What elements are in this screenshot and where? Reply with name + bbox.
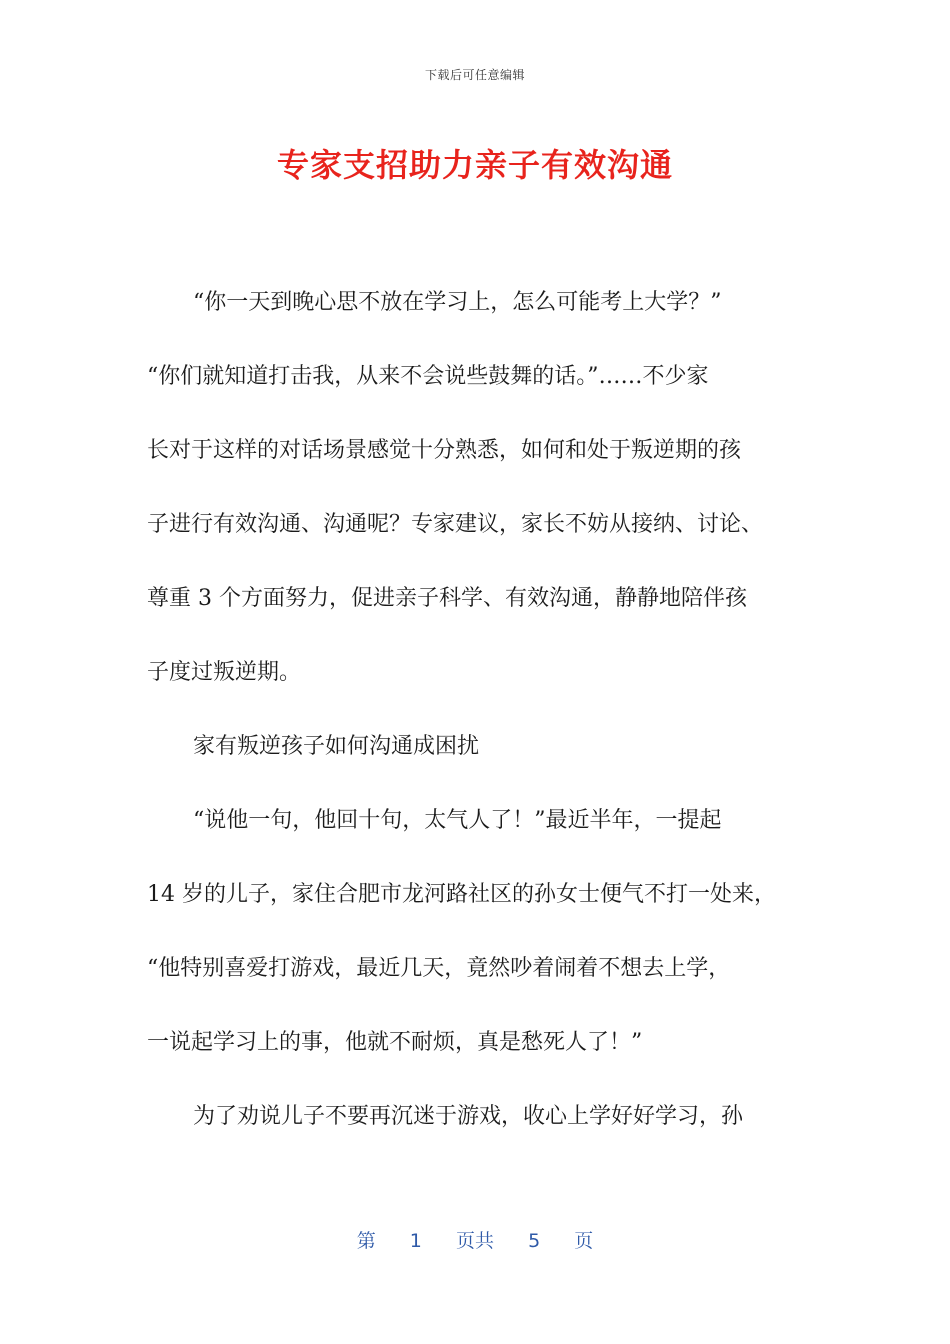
current-page-number: 1 (409, 1230, 422, 1252)
paragraph-line: 尊重 3 个方面努力，促进亲子科学、有效沟通，静静地陪伴孩 (147, 586, 747, 611)
paragraph-line: 一说起学习上的事，他就不耐烦，真是愁死人了！” (147, 1030, 643, 1055)
paragraph-line: 长对于这样的对话场景感觉十分熟悉，如何和处于叛逆期的孩 (147, 438, 742, 463)
paragraph-line: 子进行有效沟通、沟通呢？专家建议，家长不妨从接纳、讨论、 (147, 512, 764, 537)
document-body (147, 266, 807, 1154)
paragraph-line: “你们就知道打击我，从来不会说些鼓舞的话。”……不少家 (147, 364, 709, 389)
paragraph-line: “他特别喜爱打游戏，最近几天，竟然吵着闹着不想去上学， (147, 956, 731, 981)
header-note: 下载后可任意编辑 (424, 68, 525, 82)
paragraph-line: 14 岁的儿子，家住合肥市龙河路社区的孙女士便气不打一处来， (147, 882, 776, 907)
document-title: 专家支招助力亲子有效沟通 (276, 146, 673, 184)
paragraph-line: “你一天到晚心思不放在学习上，怎么可能考上大学？” (193, 290, 722, 315)
page-footer (0, 1226, 950, 1253)
section-heading: 家有叛逆孩子如何沟通成困扰 (193, 734, 480, 759)
footer-middle: 页共 (455, 1230, 494, 1252)
paragraph-line: 为了劝说儿子不要再沉迷于游戏，收心上学好好学习，孙 (193, 1104, 744, 1129)
footer-suffix: 页 (574, 1230, 594, 1252)
paragraph-line: 子度过叛逆期。 (147, 660, 302, 685)
paragraph-line: “说他一句，他回十句，太气人了！”最近半年，一提起 (193, 808, 722, 833)
footer-prefix: 第 (356, 1230, 376, 1252)
total-pages-number: 5 (528, 1230, 541, 1252)
